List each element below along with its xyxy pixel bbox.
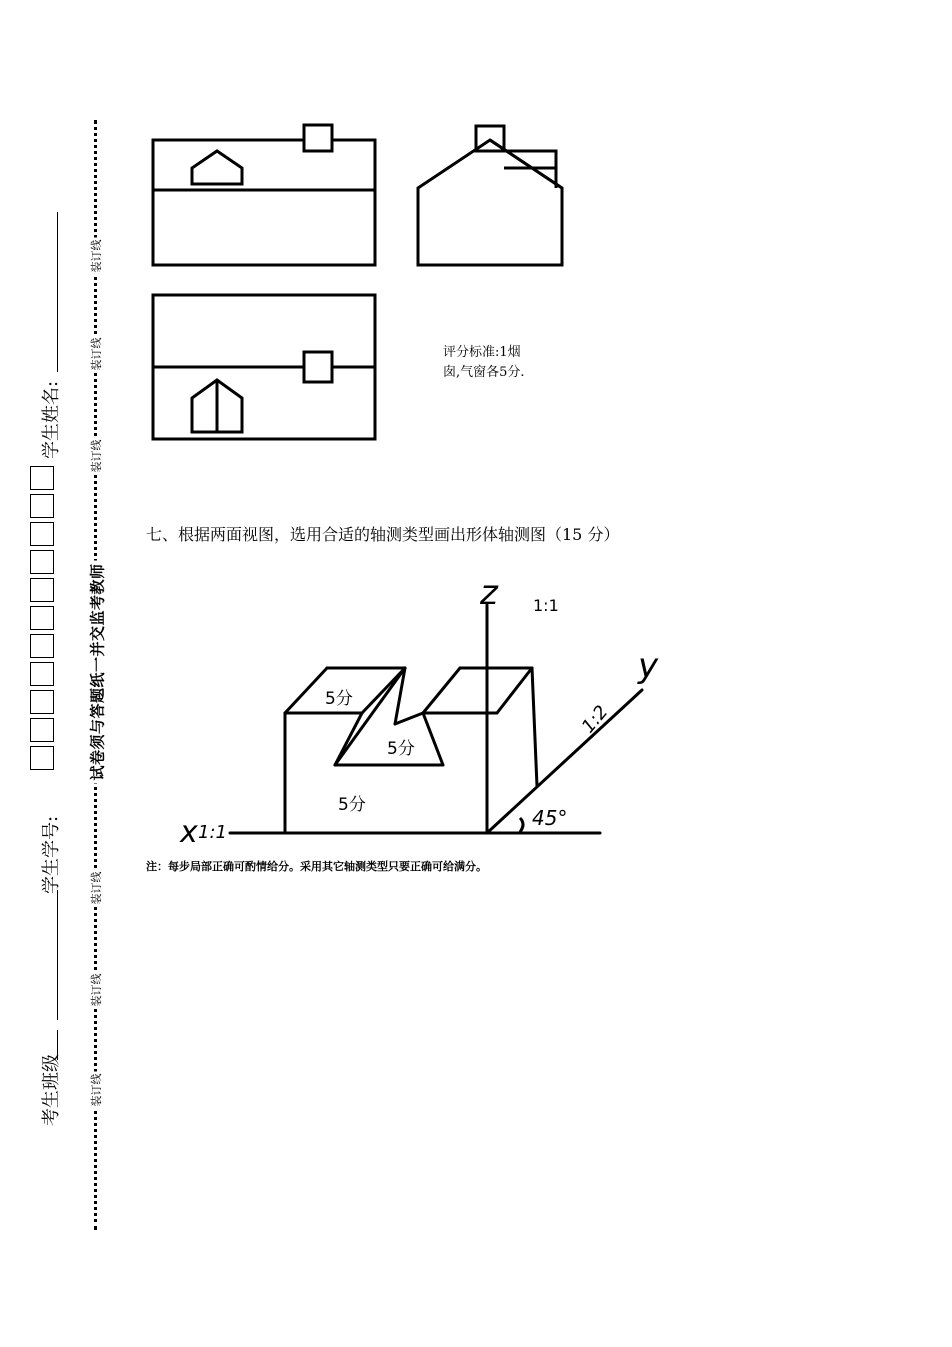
id-digit-box[interactable] <box>30 718 54 742</box>
binding-line-label: 装订线 <box>90 239 103 273</box>
criteria-line: 评分标准:1烟 <box>443 345 521 360</box>
binding-line-label: 装订线 <box>90 973 103 1007</box>
angle-arc <box>520 818 523 832</box>
scoring-note: 注：每步局部正确可酌情给分。采用其它轴测类型只要正确可给满分。 <box>146 860 487 873</box>
id-digit-box[interactable] <box>30 466 54 490</box>
angle-label: 45° <box>532 806 568 830</box>
id-digit-box[interactable] <box>30 606 54 630</box>
top-view <box>153 295 375 439</box>
score-slot-face: 5分 <box>387 739 415 759</box>
id-digit-box[interactable] <box>30 550 54 574</box>
criteria-line: 囱,气窗各5分. <box>443 365 525 380</box>
y-axis-ratio: 1:2 <box>577 701 613 738</box>
binding-line-label: 装订线 <box>90 1073 103 1107</box>
id-digit-box[interactable] <box>30 746 54 770</box>
question-7-title: 七、根据两面视图，选用合适的轴测类型画出形体轴测图（15 分） <box>146 525 620 544</box>
id-digit-box[interactable] <box>30 578 54 602</box>
x-axis-label: x <box>180 815 198 850</box>
score-front-face: 5分 <box>338 795 366 815</box>
binding-line-label: 装订线 <box>90 439 103 473</box>
id-digit-box[interactable] <box>30 634 54 658</box>
z-axis-ratio: 1:1 <box>533 596 559 615</box>
student-name-label: 学生姓名: <box>41 380 62 460</box>
binding-line-label: 装订线 <box>90 871 103 905</box>
front-view <box>153 125 375 265</box>
submission-notice: 试卷须与答题纸一并交监考教师 <box>87 560 108 783</box>
side-view <box>418 126 562 265</box>
id-digit-box[interactable] <box>30 662 54 686</box>
y-axis-label: y <box>638 646 659 686</box>
student-id-boxes[interactable] <box>30 466 58 774</box>
score-top-face: 5分 <box>325 689 353 709</box>
orthographic-views <box>140 110 580 455</box>
student-id-label: 学生学号: <box>41 815 62 895</box>
class-line[interactable] <box>57 1030 58 1060</box>
binding-line-label: 装订线 <box>90 337 103 371</box>
grading-criteria <box>443 343 553 383</box>
student-name-line[interactable] <box>57 212 58 372</box>
id-digit-box[interactable] <box>30 522 54 546</box>
x-axis-ratio: 1:1 <box>198 822 227 843</box>
id-digit-box[interactable] <box>30 690 54 714</box>
student-id-line[interactable] <box>57 890 58 1020</box>
axonometric-diagram <box>160 565 680 850</box>
z-axis-label: z <box>480 573 498 613</box>
id-digit-box[interactable] <box>30 494 54 518</box>
class-label: 考生班级 <box>41 1054 62 1126</box>
